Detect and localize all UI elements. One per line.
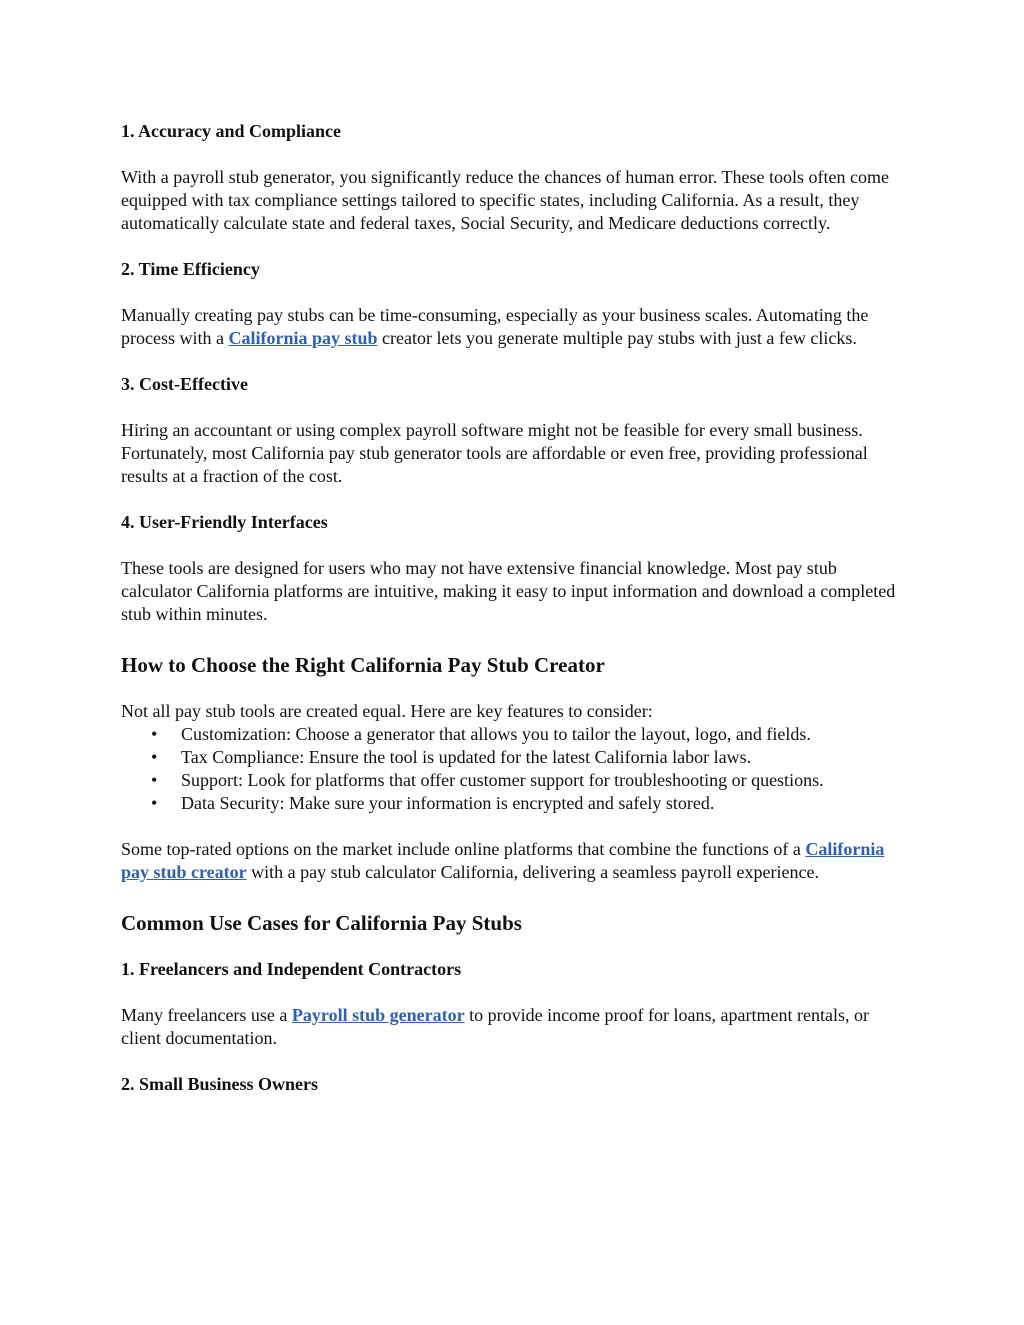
- payroll-stub-generator-link[interactable]: Payroll stub generator: [291, 1005, 465, 1025]
- text-fragment: to provide income proof for loans, apartment rentals, or client documentation.: [121, 1005, 869, 1048]
- section-body-time: [121, 304, 911, 350]
- list-item-text: Tax Compliance: Ensure the tool is updated for the latest California labor laws.: [181, 747, 752, 767]
- bullet-icon: •: [151, 770, 158, 790]
- list-item-text: Customization: Choose a generator that allows you to tailor the layout, logo, and fields.: [181, 724, 811, 744]
- list-item: [121, 769, 911, 792]
- text-fragment: Some top-rated options on the market include online platforms that combine the functions of a: [121, 839, 806, 859]
- heading-usecases: Common Use Cases for California Pay Stubs: [121, 911, 522, 935]
- section-heading-time: 2. Time Efficiency: [121, 259, 260, 279]
- section-heading-cost: 3. Cost-Effective: [121, 374, 248, 394]
- bullet-icon: •: [151, 793, 158, 813]
- feature-list: [121, 723, 911, 815]
- list-item-text: Data Security: Make sure your information is encrypted and safely stored.: [181, 793, 715, 813]
- list-item: [121, 792, 911, 815]
- california-pay-stub-link[interactable]: California pay stub: [228, 328, 378, 348]
- choose-outro: [121, 838, 911, 884]
- usecase-heading-freelancers: 1. Freelancers and Independent Contractors: [121, 959, 462, 979]
- text-fragment: Many freelancers use a: [121, 1005, 292, 1025]
- heading-choose: How to Choose the Right California Pay Stub Creator: [121, 653, 605, 677]
- list-item-text: Support: Look for platforms that offer customer support for troubleshooting or questions.: [181, 770, 824, 790]
- section-body-accuracy: With a payroll stub generator, you significantly reduce the chances of human error. These tools often come equipped with tax compliance settings tailored to specific states, including California. As a result, they automatically calculate state and federal taxes, Social Security, and Medicare deductions correctly.: [121, 167, 889, 233]
- list-item: [121, 746, 911, 769]
- document-page: [121, 120, 911, 1096]
- california-pay-stub-creator-link[interactable]: California pay stub creator: [121, 839, 885, 882]
- section-heading-ui: 4. User-Friendly Interfaces: [121, 512, 328, 532]
- bullet-icon: •: [151, 747, 158, 767]
- text-fragment: creator lets you generate multiple pay stubs with just a few clicks.: [377, 328, 857, 348]
- section-body-cost: Hiring an accountant or using complex payroll software might not be feasible for every small business. Fortunately, most California pay stub generator tools are affordable or even free, providing professional results at a fraction of the cost.: [121, 420, 868, 486]
- usecase-body-freelancers: [121, 1004, 911, 1050]
- choose-intro: Not all pay stub tools are created equal. Here are key features to consider:: [121, 701, 653, 721]
- list-item: [121, 723, 911, 746]
- usecase-heading-small-business: 2. Small Business Owners: [121, 1074, 319, 1094]
- text-fragment: with a pay stub calculator California, delivering a seamless payroll experience.: [246, 862, 819, 882]
- bullet-icon: •: [151, 724, 158, 744]
- text-fragment: Manually creating pay stubs can be time-consuming, especially as your business scales. Automating the process with a: [121, 305, 869, 348]
- section-heading-accuracy: 1. Accuracy and Compliance: [121, 121, 341, 141]
- section-body-ui: These tools are designed for users who may not have extensive financial knowledge. Most pay stub calculator California platforms are intuitive, making it easy to input information and download a completed stub within minutes.: [121, 558, 896, 624]
